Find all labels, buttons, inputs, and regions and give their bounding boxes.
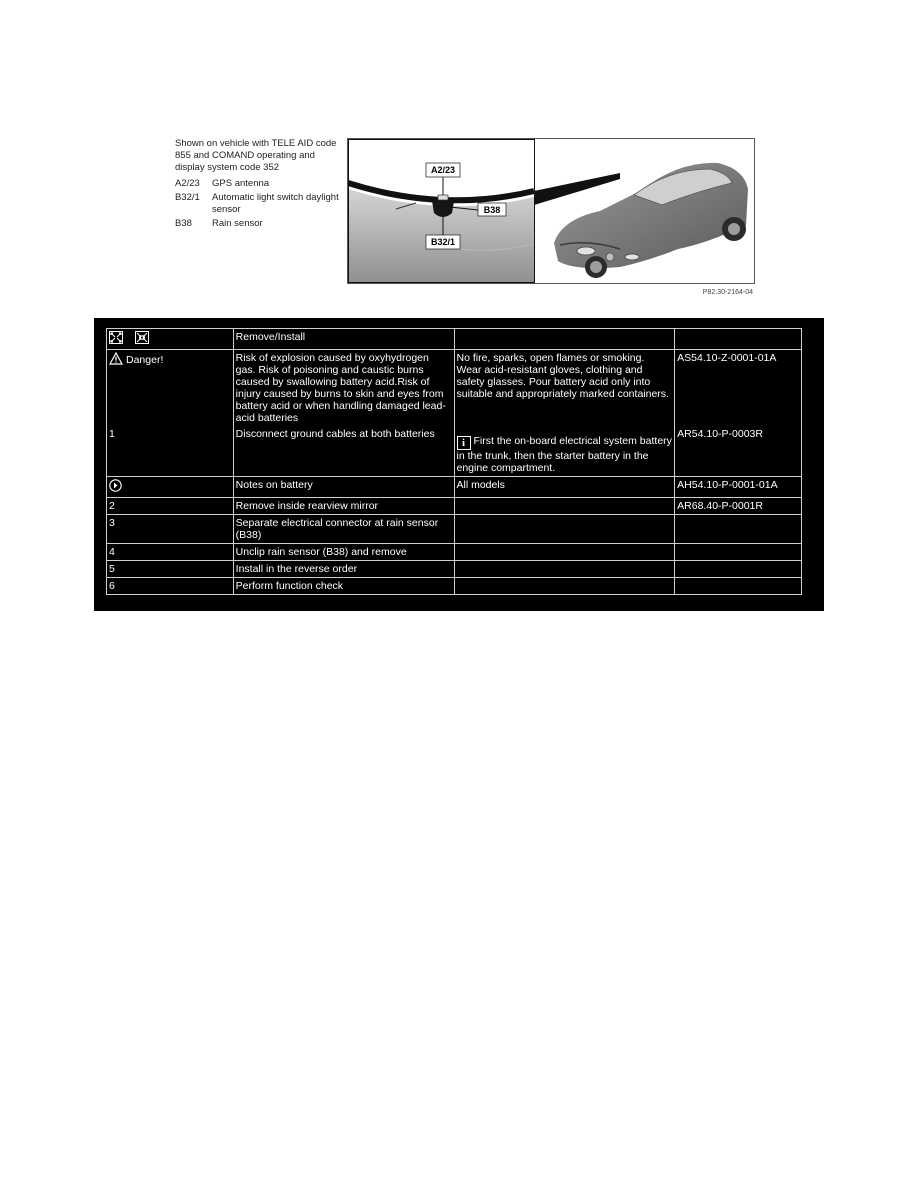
procedure-table — [106, 328, 802, 595]
step-ref — [675, 544, 802, 561]
danger-label: Danger! — [126, 353, 164, 366]
legend-item — [175, 218, 347, 230]
table-header-row — [107, 329, 802, 350]
danger-row — [107, 350, 802, 427]
step-note-cell — [454, 426, 675, 477]
step-note — [454, 515, 675, 544]
step-text: Install in the reverse order — [233, 561, 454, 578]
step-ref[interactable]: AR68.40-P-0001R — [675, 498, 802, 515]
step-text: Remove inside rearview mirror — [233, 498, 454, 515]
callout-a2-23: A2/23 — [430, 165, 456, 175]
callout-b32-1: B32/1 — [430, 237, 456, 247]
legend-code: B32/1 — [175, 192, 200, 203]
assemble-icon — [135, 331, 149, 347]
legend-item — [175, 178, 347, 190]
step-number: 4 — [107, 544, 234, 561]
step-row — [107, 426, 802, 477]
step-row — [107, 515, 802, 544]
step-number: 2 — [107, 498, 234, 515]
step-number: 1 — [107, 426, 234, 477]
gps-antenna-shape — [438, 195, 448, 200]
legend-desc: GPS antenna — [212, 178, 270, 189]
notes-arrow-icon — [109, 479, 122, 495]
notes-text: Notes on battery — [233, 477, 454, 498]
notes-row — [107, 477, 802, 498]
step-note: First the on-board electrical system battery in the trunk, then the starter battery in the engine compartment. — [456, 435, 672, 474]
figure — [175, 138, 755, 302]
legend-item — [175, 192, 347, 216]
step-text: Disconnect ground cables at both batteries — [233, 426, 454, 477]
step-text: Separate electrical connector at rain sensor (B38) — [233, 515, 454, 544]
step-ref — [675, 578, 802, 595]
step-text: Perform function check — [233, 578, 454, 595]
header-icons-cell — [107, 329, 234, 350]
legend-desc: Rain sensor — [212, 218, 263, 229]
step-note — [454, 498, 675, 515]
figure-caption: Shown on vehicle with TELE AID code 855 and COMAND operating and display system code 352 — [175, 138, 337, 173]
warning-triangle-icon — [109, 352, 123, 368]
danger-text: Risk of explosion caused by oxyhydrogen gas. Risk of poisoning and caustic burns caused by swallowing battery acid.Risk of injury caused by burns to skin and eyes from battery acid or when handling damaged lead-acid batteries — [233, 350, 454, 427]
notes-icon-cell — [107, 477, 234, 498]
disassemble-icon — [109, 331, 123, 347]
step-ref: AR54.10-P-0003R — [675, 426, 802, 477]
step-number: 3 — [107, 515, 234, 544]
step-ref — [675, 515, 802, 544]
danger-note: No fire, sparks, open flames or smoking. Wear acid-resistant gloves, clothing and safety glasses. Pour battery acid only into suitable and appropriately marked containers. — [454, 350, 675, 427]
step-row — [107, 578, 802, 595]
step-note — [454, 561, 675, 578]
procedure-table-container — [94, 318, 824, 611]
step-number: 5 — [107, 561, 234, 578]
header-empty — [675, 329, 802, 350]
step-row — [107, 544, 802, 561]
windshield-sensor-illustration — [348, 139, 754, 283]
step-row — [107, 561, 802, 578]
step-text: Unclip rain sensor (B38) and remove — [233, 544, 454, 561]
legend-code: A2/23 — [175, 178, 200, 189]
step-ref — [675, 561, 802, 578]
legend-code: B38 — [175, 218, 192, 229]
header-empty — [454, 329, 675, 350]
step-note — [454, 578, 675, 595]
legend-desc: Automatic light switch daylight sensor — [212, 192, 339, 215]
notes-ref[interactable]: AH54.10-P-0001-01A — [675, 477, 802, 498]
step-row — [107, 498, 802, 515]
figure-legend — [175, 178, 347, 232]
danger-cell — [107, 350, 234, 427]
header-title: Remove/Install — [233, 329, 454, 350]
step-number: 6 — [107, 578, 234, 595]
danger-ref: AS54.10-Z-0001-01A — [675, 350, 802, 427]
step-note — [454, 544, 675, 561]
figure-illustration — [347, 138, 755, 284]
vehicle-image — [554, 163, 748, 278]
info-icon: i — [457, 436, 471, 450]
callout-b38: B38 — [483, 205, 501, 215]
notes-note: All models — [454, 477, 675, 498]
figure-code: P82.30-2164-04 — [702, 289, 753, 296]
